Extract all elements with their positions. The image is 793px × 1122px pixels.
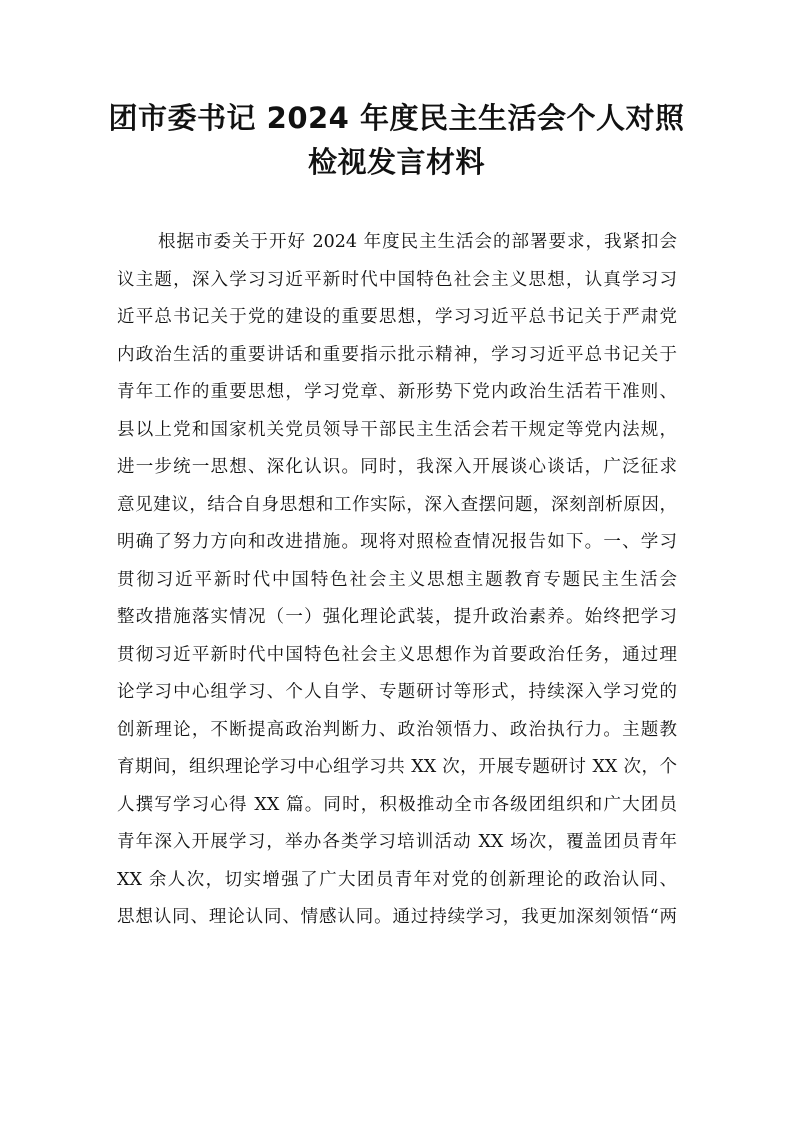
body-line-19: 思想认同、理论认同、情感认同。通过持续学习，我更加深刻领悟“两 bbox=[117, 907, 677, 927]
body-line-4: 内政治生活的重要讲话和重要指示批示精神，学习习近平总书记关于 bbox=[117, 344, 677, 365]
body-line-3: 近平总书记关于党的建设的重要思想，学习习近平总书记关于严肃党 bbox=[117, 307, 677, 327]
body-line-5: 青年工作的重要思想，学习党章、新形势下党内政治生活若干准则、 bbox=[117, 382, 677, 402]
body-line-7: 进一步统一思想、深化认识。同时，我深入开展谈心谈话，广泛征求 bbox=[117, 457, 677, 477]
body-line-6: 县以上党和国家机关党员领导干部民主生活会若干规定等党内法规， bbox=[117, 419, 677, 440]
body-line-2: 议主题，深入学习习近平新时代中国特色社会主义思想，认真学习习 bbox=[117, 269, 677, 290]
body-line-16: 人撰写学习心得 XX 篇。同时，积极推动全市各级团组织和广大团员 bbox=[117, 794, 677, 815]
body-line-11: 整改措施落实情况（一）强化理论武装，提升政治素养。始终把学习 bbox=[117, 607, 677, 627]
body-line-13: 论学习中心组学习、个人自学、专题研讨等形式，持续深入学习党的 bbox=[117, 682, 677, 702]
body-line-14: 创新理论，不断提高政治判断力、政治领悟力、政治执行力。主题教 bbox=[117, 719, 677, 740]
body-line-8: 意见建议，结合自身思想和工作实际，深入查摆问题，深刻剖析原因， bbox=[117, 494, 677, 515]
body-line-9: 明确了努力方向和改进措施。现将对照检查情况报告如下。一、学习 bbox=[117, 532, 677, 552]
body-line-15: 育期间，组织理论学习中心组学习共 XX 次，开展专题研讨 XX 次，个 bbox=[117, 757, 677, 777]
body-line-10: 贯彻习近平新时代中国特色社会主义思想主题教育专题民主生活会 bbox=[117, 569, 677, 590]
body-paragraph bbox=[117, 224, 677, 937]
body-line-18: XX 余人次，切实增强了广大团员青年对党的创新理论的政治认同、 bbox=[117, 869, 677, 890]
body-line-1: 根据市委关于开好 2024 年度民主生活会的部署要求，我紧扣会 bbox=[158, 232, 677, 252]
title-line-1: 团市委书记 2024 年度民主生活会个人对照 bbox=[108, 101, 685, 135]
document-title bbox=[100, 96, 693, 184]
body-line-17: 青年深入开展学习，举办各类学习培训活动 XX 场次，覆盖团员青年 bbox=[117, 832, 677, 852]
body-line-12: 贯彻习近平新时代中国特色社会主义思想作为首要政治任务，通过理 bbox=[117, 644, 677, 665]
title-line-2: 检视发言材料 bbox=[307, 145, 485, 179]
